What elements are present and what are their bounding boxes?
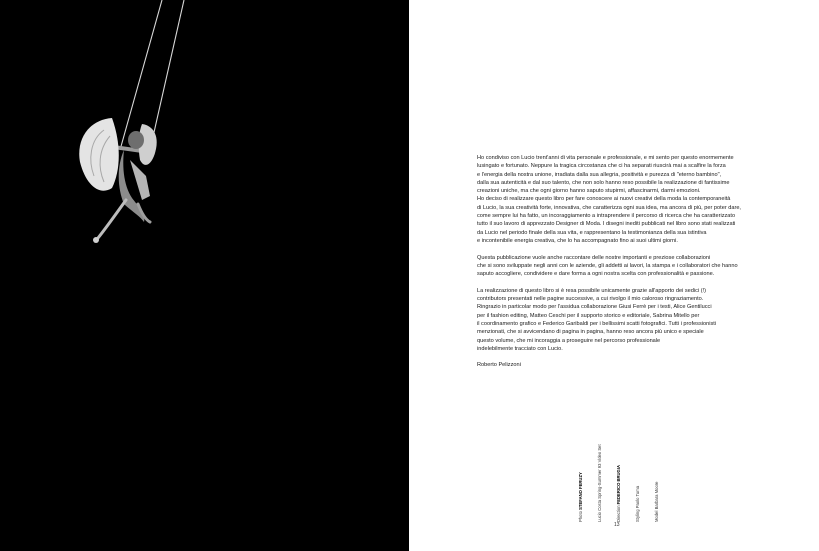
text-line: e l'energia della nostra unione, irradiata dalla sua allegria, positività e purezza di "eterno bambino", bbox=[477, 171, 722, 178]
credit-label: Lucio Costa Spring-Summer 93 Video Set bbox=[597, 444, 602, 522]
text-line: da Lucio nel periodo finale della sua vita, e rappresentano la testimonianza della sua istintiva bbox=[477, 229, 707, 236]
text-line: il coordinamento grafico e Federico Garibaldi per i bellissimi scatti fotografici. Tutti i professionisti bbox=[477, 320, 717, 327]
credit-value: FEDERICO BRUGIA bbox=[616, 464, 621, 505]
text-line: e incontenibile energia creativa, che lo ha accompagnato fino ai suoi ultimi giorni. bbox=[477, 237, 678, 244]
text-line: per il fashion editing, Matteo Ceschi per il supporto storico e editoriale, Sabrina Mitello per bbox=[477, 312, 700, 319]
text-line: come sempre lui ha fatto, un incoraggiamento a intraprendere il percorso di ricerca che ha caratterizzato bbox=[477, 213, 736, 220]
body-text bbox=[477, 154, 777, 370]
text-line: saputo accogliere, condividere e dare forma a ogni nostra scelta con professionalità e passione. bbox=[477, 271, 715, 278]
credit-value: STEFANO FERUZY bbox=[578, 472, 583, 510]
credit-styling bbox=[635, 486, 640, 522]
text-line: Ho condiviso con Lucio trent'anni di vita personale e professionale, e mi sento per questo enormemente bbox=[477, 155, 734, 161]
credit-label: Model Barbara Moore bbox=[654, 481, 659, 522]
credit-label: Styling Paolo Tuma bbox=[635, 485, 640, 522]
angel-on-swing-photo bbox=[0, 0, 409, 551]
text-line: lusingato e fortunato. Neppure la tragica circostanza che ci ha separati riuscirà mai a scalfire la forza bbox=[477, 163, 726, 170]
text-line: La realizzazione di questo libro si è resa possibile unicamente grazie all'apporto dei sedici (!) bbox=[477, 287, 706, 294]
text-line: che si sono sviluppate negli anni con le aziende, gli addetti ai lavori, la stampa e i collaboratori che hanno bbox=[477, 262, 738, 269]
text-line: contributors presentati nelle pagine successive, a cui rivolgo il mio caloroso ringraziamento. bbox=[477, 296, 704, 303]
photo-credits bbox=[575, 412, 685, 522]
credit-label: Photo bbox=[578, 509, 583, 522]
credit-collection bbox=[597, 444, 602, 522]
paragraph-2 bbox=[477, 254, 777, 279]
credit-photo bbox=[578, 472, 583, 522]
paragraph-1 bbox=[477, 154, 777, 245]
text-line: Ho deciso di realizzare questo libro per fare conoscere ai nuovi creativi della moda la contemporaneità bbox=[477, 196, 731, 203]
text-line: Ringrazio in particolar modo per l'assidua collaborazione Giusi Ferrè per i testi, Alice Gentilucci bbox=[477, 304, 712, 311]
credit-direction bbox=[616, 465, 621, 522]
credit-model bbox=[654, 482, 659, 523]
text-line: menzionati, che si avvicendano di pagina in pagina, hanno reso ancora più unico e speciale bbox=[477, 329, 704, 336]
text-line: dalla sua autenticità e dal suo talento, che non solo hanno reso possibile la realizzazione di fantissime bbox=[477, 179, 730, 186]
right-page bbox=[409, 0, 819, 551]
page-number: 13 bbox=[614, 522, 620, 528]
text-line: Questa pubblicazione vuole anche raccontare delle nostre importanti e preziose collaborazioni bbox=[477, 254, 711, 261]
signature: Roberto Pelizzoni bbox=[477, 362, 521, 369]
text-line: creazioni uniche, ma che ogni giorno hanno saputo stupirmi, affascinarmi, darmi emozioni. bbox=[477, 188, 701, 195]
text-line: tutto il suo lavoro di apprezzato Designer di Moda. I disegni inediti pubblicati nel libro sono stati realizzati bbox=[477, 221, 736, 228]
left-page-photo-panel bbox=[0, 0, 409, 551]
text-line: di Lucio, la sua creatività forte, innovativa, che caratterizza ogni sua idea, ma ancora di più, per poter dare, bbox=[477, 204, 741, 211]
paragraph-3 bbox=[477, 287, 777, 353]
text-line: indelebilmente tracciato con Lucio. bbox=[477, 345, 563, 352]
credit-label: Direction bbox=[616, 504, 621, 522]
text-line: questo volume, che mi incoraggia a proseguire nel percorso professionale bbox=[477, 337, 661, 344]
